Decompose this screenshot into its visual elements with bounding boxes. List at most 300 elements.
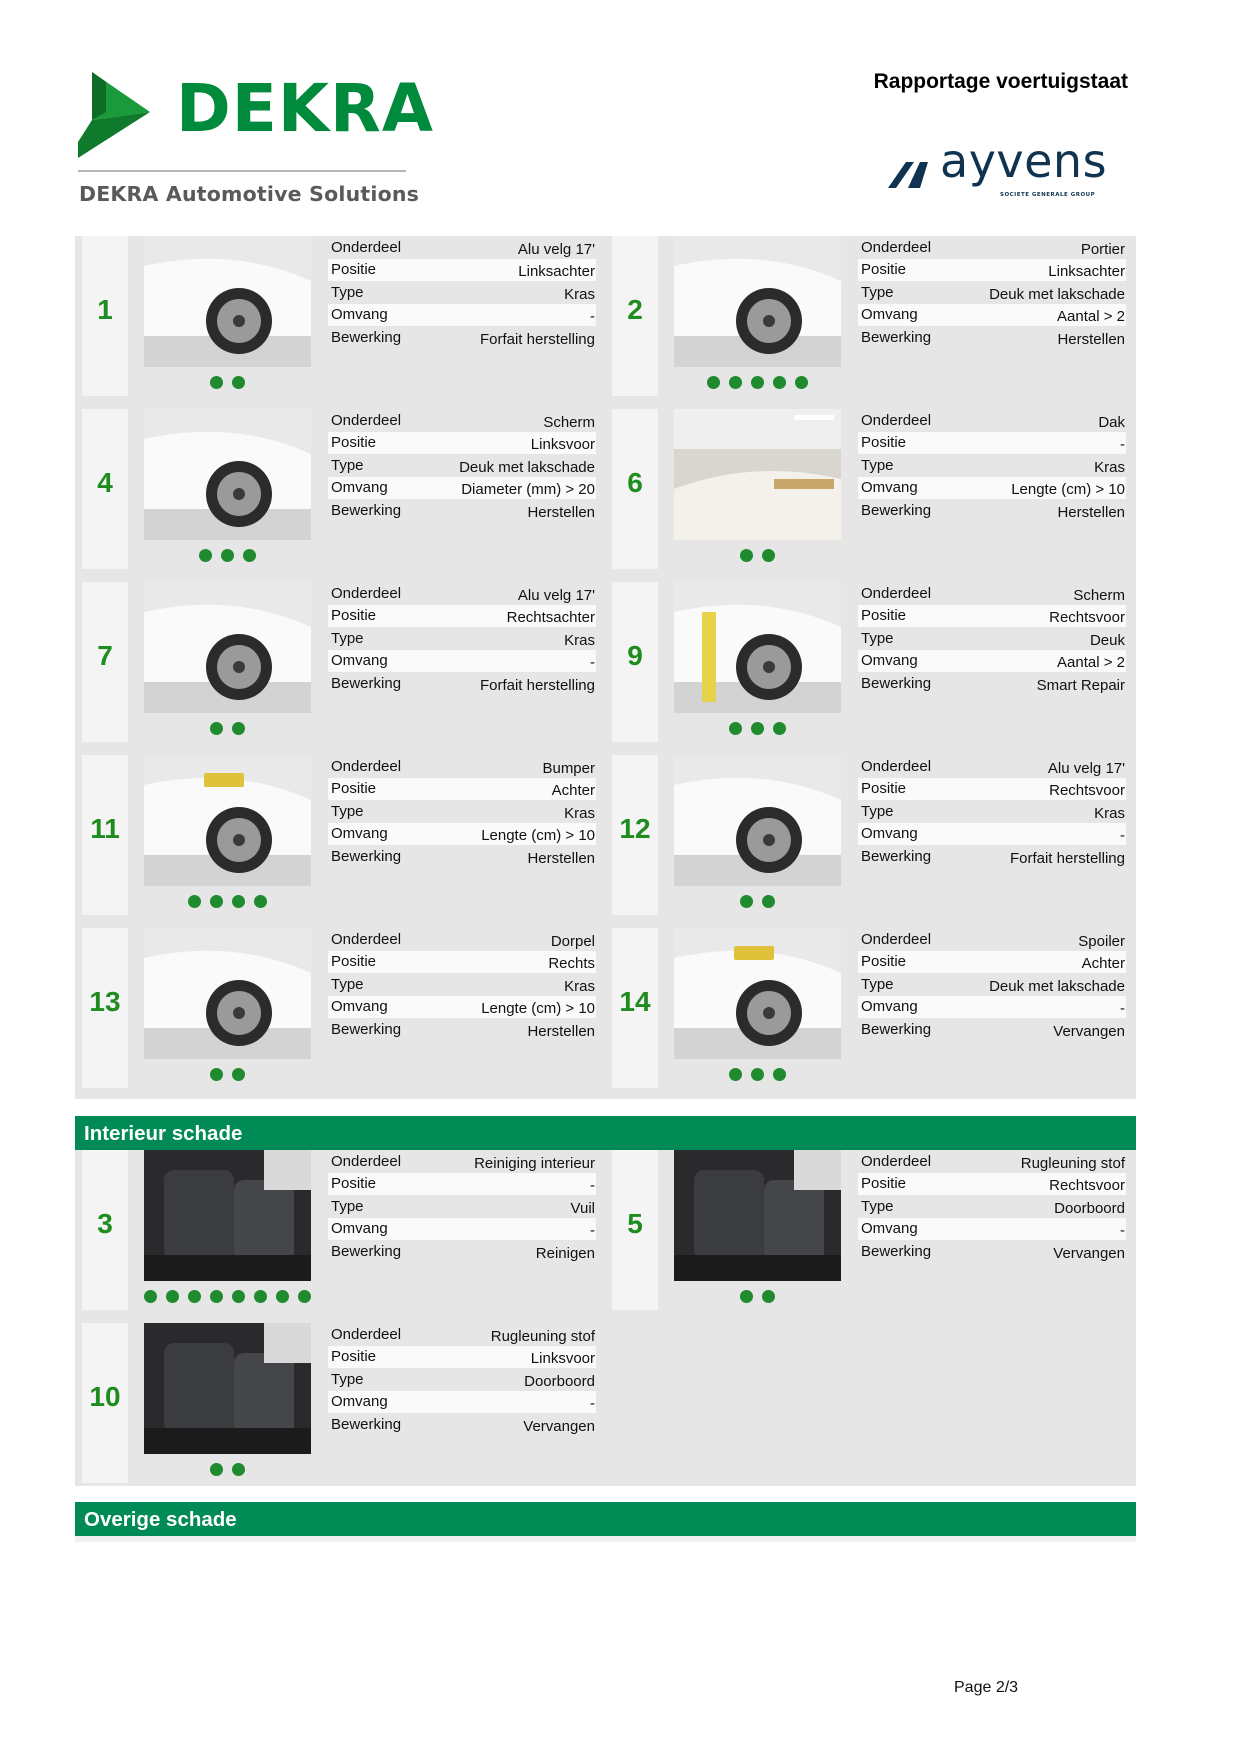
door-photo[interactable] [674,236,841,367]
damage-details [858,582,1126,695]
detail-value: - [590,1177,595,1195]
detail-label: Onderdeel [331,238,402,256]
detail-label: Omvang [331,998,388,1016]
damage-card [75,928,597,1090]
detail-value: Kras [1094,804,1125,822]
damage-number: 5 [627,1208,643,1239]
detail-value: Rugleuning stof [1020,1154,1125,1172]
detail-row-position [328,605,596,628]
detail-value: Diameter (mm) > 20 [461,481,595,499]
photo-dot[interactable] [795,376,808,389]
damage-number: 1 [97,294,113,325]
detail-row-type [328,1368,596,1391]
photo-dot[interactable] [254,895,267,908]
damage-card [605,236,1127,398]
detail-value: - [590,308,595,326]
damage-number-cell [82,582,128,742]
detail-row-part [858,582,1126,605]
damage-details [328,236,596,349]
photo-dot[interactable] [298,1290,311,1303]
detail-row-extent [328,1218,596,1241]
detail-value: Achter [1081,955,1125,973]
detail-row-treatment [858,326,1126,349]
detail-label: Omvang [331,1220,388,1238]
detail-value: Alu velg 17' [517,240,595,258]
photo-pager [674,376,841,390]
detail-value: Rechtsvoor [1049,1177,1125,1195]
damage-number-cell [612,582,658,742]
photo-dot[interactable] [210,1463,223,1476]
damage-card [75,582,597,744]
detail-value: Linksachter [1048,263,1125,281]
damage-details [328,582,596,695]
dekra-wordmark: DEKRA [176,70,434,147]
detail-value: Lengte (cm) > 10 [1011,481,1125,499]
photo-pager [144,895,311,909]
damage-details [328,1150,596,1263]
photo-dot[interactable] [773,1068,786,1081]
damage-number-cell [82,1150,128,1310]
detail-label: Type [331,975,364,993]
photo-pager [144,376,311,390]
roof-photo[interactable] [674,409,841,540]
ayvens-mark-icon [888,158,936,192]
photo-dot[interactable] [740,1290,753,1303]
detail-value: Alu velg 17' [517,586,595,604]
detail-value: Deuk met lakschade [989,285,1125,303]
detail-row-type [858,800,1126,823]
photo-dot[interactable] [751,1068,764,1081]
photo-dot[interactable] [166,1290,179,1303]
detail-value: Herstellen [1057,503,1125,521]
detail-value: - [590,1395,595,1413]
wheel-photo[interactable] [144,236,311,367]
detail-row-extent [858,823,1126,846]
detail-label: Positie [331,261,377,279]
damage-card [75,1150,597,1312]
detail-row-treatment [328,672,596,695]
other-section-header: Overige schade [75,1502,1136,1536]
detail-value: Reinigen [535,1244,595,1262]
damage-number: 3 [97,1208,113,1239]
detail-label: Positie [861,261,907,279]
detail-label: Onderdeel [861,757,932,775]
detail-label: Omvang [331,825,388,843]
detail-value: Dorpel [550,932,595,950]
detail-value: Kras [1094,458,1125,476]
detail-label: Bewerking [331,674,402,692]
detail-row-treatment [858,845,1126,868]
detail-label: Type [861,456,894,474]
damage-details [858,409,1126,522]
detail-row-part [858,409,1126,432]
detail-value: Deuk met lakschade [459,458,595,476]
photo-dot[interactable] [254,1290,267,1303]
damage-number-cell [82,755,128,915]
detail-value: Kras [564,804,595,822]
detail-row-position [858,259,1126,282]
damage-card [75,1323,597,1485]
detail-label: Type [331,283,364,301]
damage-card [605,409,1127,571]
detail-value: - [1120,436,1125,454]
detail-label: Omvang [861,1220,918,1238]
detail-row-part [328,236,596,259]
detail-label: Type [331,456,364,474]
detail-value: Vervangen [1053,1022,1125,1040]
damage-number: 7 [97,640,113,671]
detail-label: Onderdeel [331,584,402,602]
detail-row-treatment [858,672,1126,695]
detail-label: Bewerking [861,501,932,519]
detail-value: Kras [564,631,595,649]
detail-row-type [328,454,596,477]
damage-details [858,1150,1126,1263]
detail-row-position [858,778,1126,801]
wheel-photo[interactable] [674,755,841,886]
seat-photo[interactable] [674,1150,841,1281]
detail-row-position [328,951,596,974]
photo-dot[interactable] [762,1290,775,1303]
detail-label: Positie [861,607,907,625]
damage-number: 4 [97,467,113,498]
photo-dot[interactable] [243,549,256,562]
detail-label: Bewerking [331,1415,402,1433]
detail-row-extent [858,1218,1126,1241]
detail-row-position [328,259,596,282]
detail-label: Onderdeel [331,757,402,775]
damage-number: 6 [627,467,643,498]
photo-pager [674,1290,841,1304]
ayvens-tagline: SOCIETE GENERALE GROUP [1000,192,1096,198]
damage-number-cell [82,1323,128,1483]
photo-dot[interactable] [199,549,212,562]
detail-value: Forfait herstelling [1009,849,1125,867]
detail-value: Herstellen [527,503,595,521]
detail-row-treatment [328,326,596,349]
damage-number-cell [612,409,658,569]
detail-label: Bewerking [861,674,932,692]
detail-row-treatment [858,1240,1126,1263]
photo-dot[interactable] [210,1290,223,1303]
detail-label: Omvang [331,306,388,324]
detail-row-position [858,605,1126,628]
detail-row-type [328,1195,596,1218]
detail-label: Omvang [861,998,918,1016]
detail-label: Bewerking [331,501,402,519]
detail-value: Deuk [1089,631,1125,649]
photo-dot[interactable] [762,549,775,562]
photo-pager [674,722,841,736]
photo-pager [144,1068,311,1082]
detail-value: Dak [1098,413,1125,431]
detail-row-part [858,236,1126,259]
detail-value: Herstellen [1057,330,1125,348]
damage-number-cell [82,236,128,396]
detail-label: Omvang [861,825,918,843]
photo-dot[interactable] [188,1290,201,1303]
detail-value: Scherm [543,413,595,431]
detail-value: Kras [564,977,595,995]
detail-row-extent [328,650,596,673]
photo-pager [674,895,841,909]
photo-dot[interactable] [751,722,764,735]
dekra-divider [78,170,406,172]
detail-row-treatment [328,1413,596,1436]
detail-value: Rugleuning stof [490,1327,595,1345]
damage-number-cell [82,928,128,1088]
detail-label: Type [861,975,894,993]
detail-row-part [858,928,1126,951]
ayvens-wordmark: ayvens [940,134,1108,188]
photo-dot[interactable] [729,376,742,389]
fender-ruler-photo[interactable] [674,582,841,713]
detail-row-part [858,755,1126,778]
other-damage-panel [75,1536,1136,1542]
photo-dot[interactable] [221,549,234,562]
detail-value: Rechtsvoor [1049,782,1125,800]
detail-row-type [328,800,596,823]
damage-details [328,1323,596,1436]
detail-row-treatment [858,1018,1126,1041]
detail-label: Onderdeel [861,411,932,429]
detail-row-extent [328,477,596,500]
detail-value: Aantal > 2 [1057,308,1125,326]
detail-label: Omvang [331,652,388,670]
photo-dot[interactable] [188,895,201,908]
wheel-photo[interactable] [144,582,311,713]
damage-card [605,755,1127,917]
photo-dot[interactable] [773,376,786,389]
damage-number: 11 [90,813,120,844]
damage-details [328,755,596,868]
detail-value: - [1120,1222,1125,1240]
photo-dot[interactable] [232,722,245,735]
detail-row-position [328,1346,596,1369]
detail-row-position [858,432,1126,455]
photo-pager [674,1068,841,1082]
damage-card [75,236,597,398]
detail-label: Omvang [861,479,918,497]
photo-dot[interactable] [751,376,764,389]
detail-value: Bumper [542,759,595,777]
detail-label: Omvang [331,479,388,497]
damage-card [75,409,597,571]
detail-label: Onderdeel [861,238,932,256]
detail-label: Omvang [331,1393,388,1411]
detail-value: Deuk met lakschade [989,977,1125,995]
detail-value: - [590,654,595,672]
detail-label: Positie [861,953,907,971]
photo-dot[interactable] [144,1290,157,1303]
detail-label: Positie [331,1175,377,1193]
detail-label: Type [331,629,364,647]
detail-row-treatment [858,499,1126,522]
detail-row-part [328,928,596,951]
detail-row-part [328,755,596,778]
detail-value: Linksachter [518,263,595,281]
fender-photo[interactable] [144,409,311,540]
detail-label: Type [861,629,894,647]
detail-value: Achter [551,782,595,800]
photo-dot[interactable] [773,722,786,735]
detail-row-type [858,627,1126,650]
detail-label: Bewerking [861,847,932,865]
detail-row-position [328,1173,596,1196]
detail-label: Type [861,283,894,301]
bumper-photo[interactable] [144,755,311,886]
interior-section-header: Interieur schade [75,1116,1136,1150]
photo-dot[interactable] [232,895,245,908]
detail-value: Vervangen [523,1417,595,1435]
detail-row-part [328,409,596,432]
detail-row-extent [858,477,1126,500]
detail-value: Alu velg 17' [1047,759,1125,777]
detail-value: Aantal > 2 [1057,654,1125,672]
detail-value: Lengte (cm) > 10 [481,827,595,845]
detail-value: Lengte (cm) > 10 [481,1000,595,1018]
detail-label: Omvang [861,306,918,324]
detail-value: Vuil [570,1199,595,1217]
detail-row-position [328,432,596,455]
photo-dot[interactable] [740,549,753,562]
photo-dot[interactable] [210,895,223,908]
damage-number: 12 [619,813,651,844]
detail-row-treatment [328,499,596,522]
damage-number: 14 [619,986,651,1017]
detail-label: Onderdeel [861,930,932,948]
detail-row-type [858,1195,1126,1218]
damage-number: 9 [627,640,643,671]
detail-label: Positie [861,1175,907,1193]
photo-dot[interactable] [232,1463,245,1476]
detail-row-part [328,1323,596,1346]
photo-pager [674,549,841,563]
damage-card [75,755,597,917]
detail-label: Onderdeel [331,1325,402,1343]
detail-value: - [590,1222,595,1240]
detail-label: Onderdeel [331,930,402,948]
detail-label: Type [331,1197,364,1215]
photo-dot[interactable] [210,722,223,735]
detail-label: Type [861,1197,894,1215]
detail-value: Vervangen [1053,1244,1125,1262]
detail-label: Type [861,802,894,820]
detail-value: Herstellen [527,1022,595,1040]
damage-number-cell [612,755,658,915]
page-number: Page 2/3 [954,1679,1019,1696]
photo-dot[interactable] [740,895,753,908]
photo-dot[interactable] [276,1290,289,1303]
detail-value: Rechts [548,955,595,973]
detail-label: Bewerking [331,328,402,346]
detail-label: Onderdeel [331,1152,402,1170]
photo-dot[interactable] [232,376,245,389]
photo-pager [144,722,311,736]
detail-row-extent [328,996,596,1019]
detail-label: Onderdeel [861,1152,932,1170]
detail-row-position [858,1173,1126,1196]
detail-label: Bewerking [861,1242,932,1260]
detail-row-part [328,582,596,605]
detail-row-position [328,778,596,801]
dekra-logo [78,70,434,208]
ayvens-logo [888,134,1108,206]
detail-row-type [858,454,1126,477]
seat-photo[interactable] [144,1323,311,1454]
photo-dot[interactable] [210,376,223,389]
detail-value: - [1120,1000,1125,1018]
detail-value: Portier [1080,240,1125,258]
detail-row-extent [858,304,1126,327]
damage-card [605,582,1127,744]
detail-value: Rechtsachter [506,609,595,627]
seat-photo[interactable] [144,1150,311,1281]
detail-label: Positie [331,953,377,971]
photo-dot[interactable] [232,1068,245,1081]
detail-value: Rechtsvoor [1049,609,1125,627]
detail-value: Linksvoor [530,436,595,454]
detail-row-treatment [328,1240,596,1263]
detail-row-extent [328,823,596,846]
detail-label: Bewerking [861,328,932,346]
photo-dot[interactable] [232,1290,245,1303]
detail-row-extent [328,1391,596,1414]
detail-label: Positie [331,780,377,798]
detail-row-part [328,1150,596,1173]
photo-pager [144,1463,311,1477]
detail-label: Bewerking [331,1020,402,1038]
detail-label: Bewerking [861,1020,932,1038]
detail-value: Scherm [1073,586,1125,604]
detail-row-type [858,281,1126,304]
detail-row-extent [858,650,1126,673]
damage-number-cell [612,928,658,1088]
detail-value: Herstellen [527,849,595,867]
photo-pager [144,1290,311,1304]
detail-row-part [858,1150,1126,1173]
detail-row-type [328,281,596,304]
detail-value: Forfait herstelling [479,676,595,694]
detail-label: Omvang [861,652,918,670]
detail-row-extent [328,304,596,327]
dekra-chevron-icon [78,72,170,164]
damage-details [328,409,596,522]
damage-details [858,236,1126,349]
detail-label: Positie [331,1348,377,1366]
detail-label: Bewerking [331,847,402,865]
detail-value: Spoiler [1078,932,1125,950]
detail-row-position [858,951,1126,974]
damage-details [328,928,596,1041]
detail-label: Onderdeel [331,411,402,429]
photo-dot[interactable] [707,376,720,389]
photo-dot[interactable] [762,895,775,908]
detail-value: Forfait herstelling [479,330,595,348]
photo-dot[interactable] [210,1068,223,1081]
detail-value: Linksvoor [530,1350,595,1368]
detail-label: Type [331,802,364,820]
sill-photo[interactable] [144,928,311,1059]
photo-dot[interactable] [729,1068,742,1081]
detail-row-type [328,973,596,996]
rear-plate-photo[interactable] [674,928,841,1059]
detail-row-extent [858,996,1126,1019]
photo-dot[interactable] [729,722,742,735]
detail-value: - [1120,827,1125,845]
damage-number: 2 [627,294,643,325]
detail-row-type [858,973,1126,996]
